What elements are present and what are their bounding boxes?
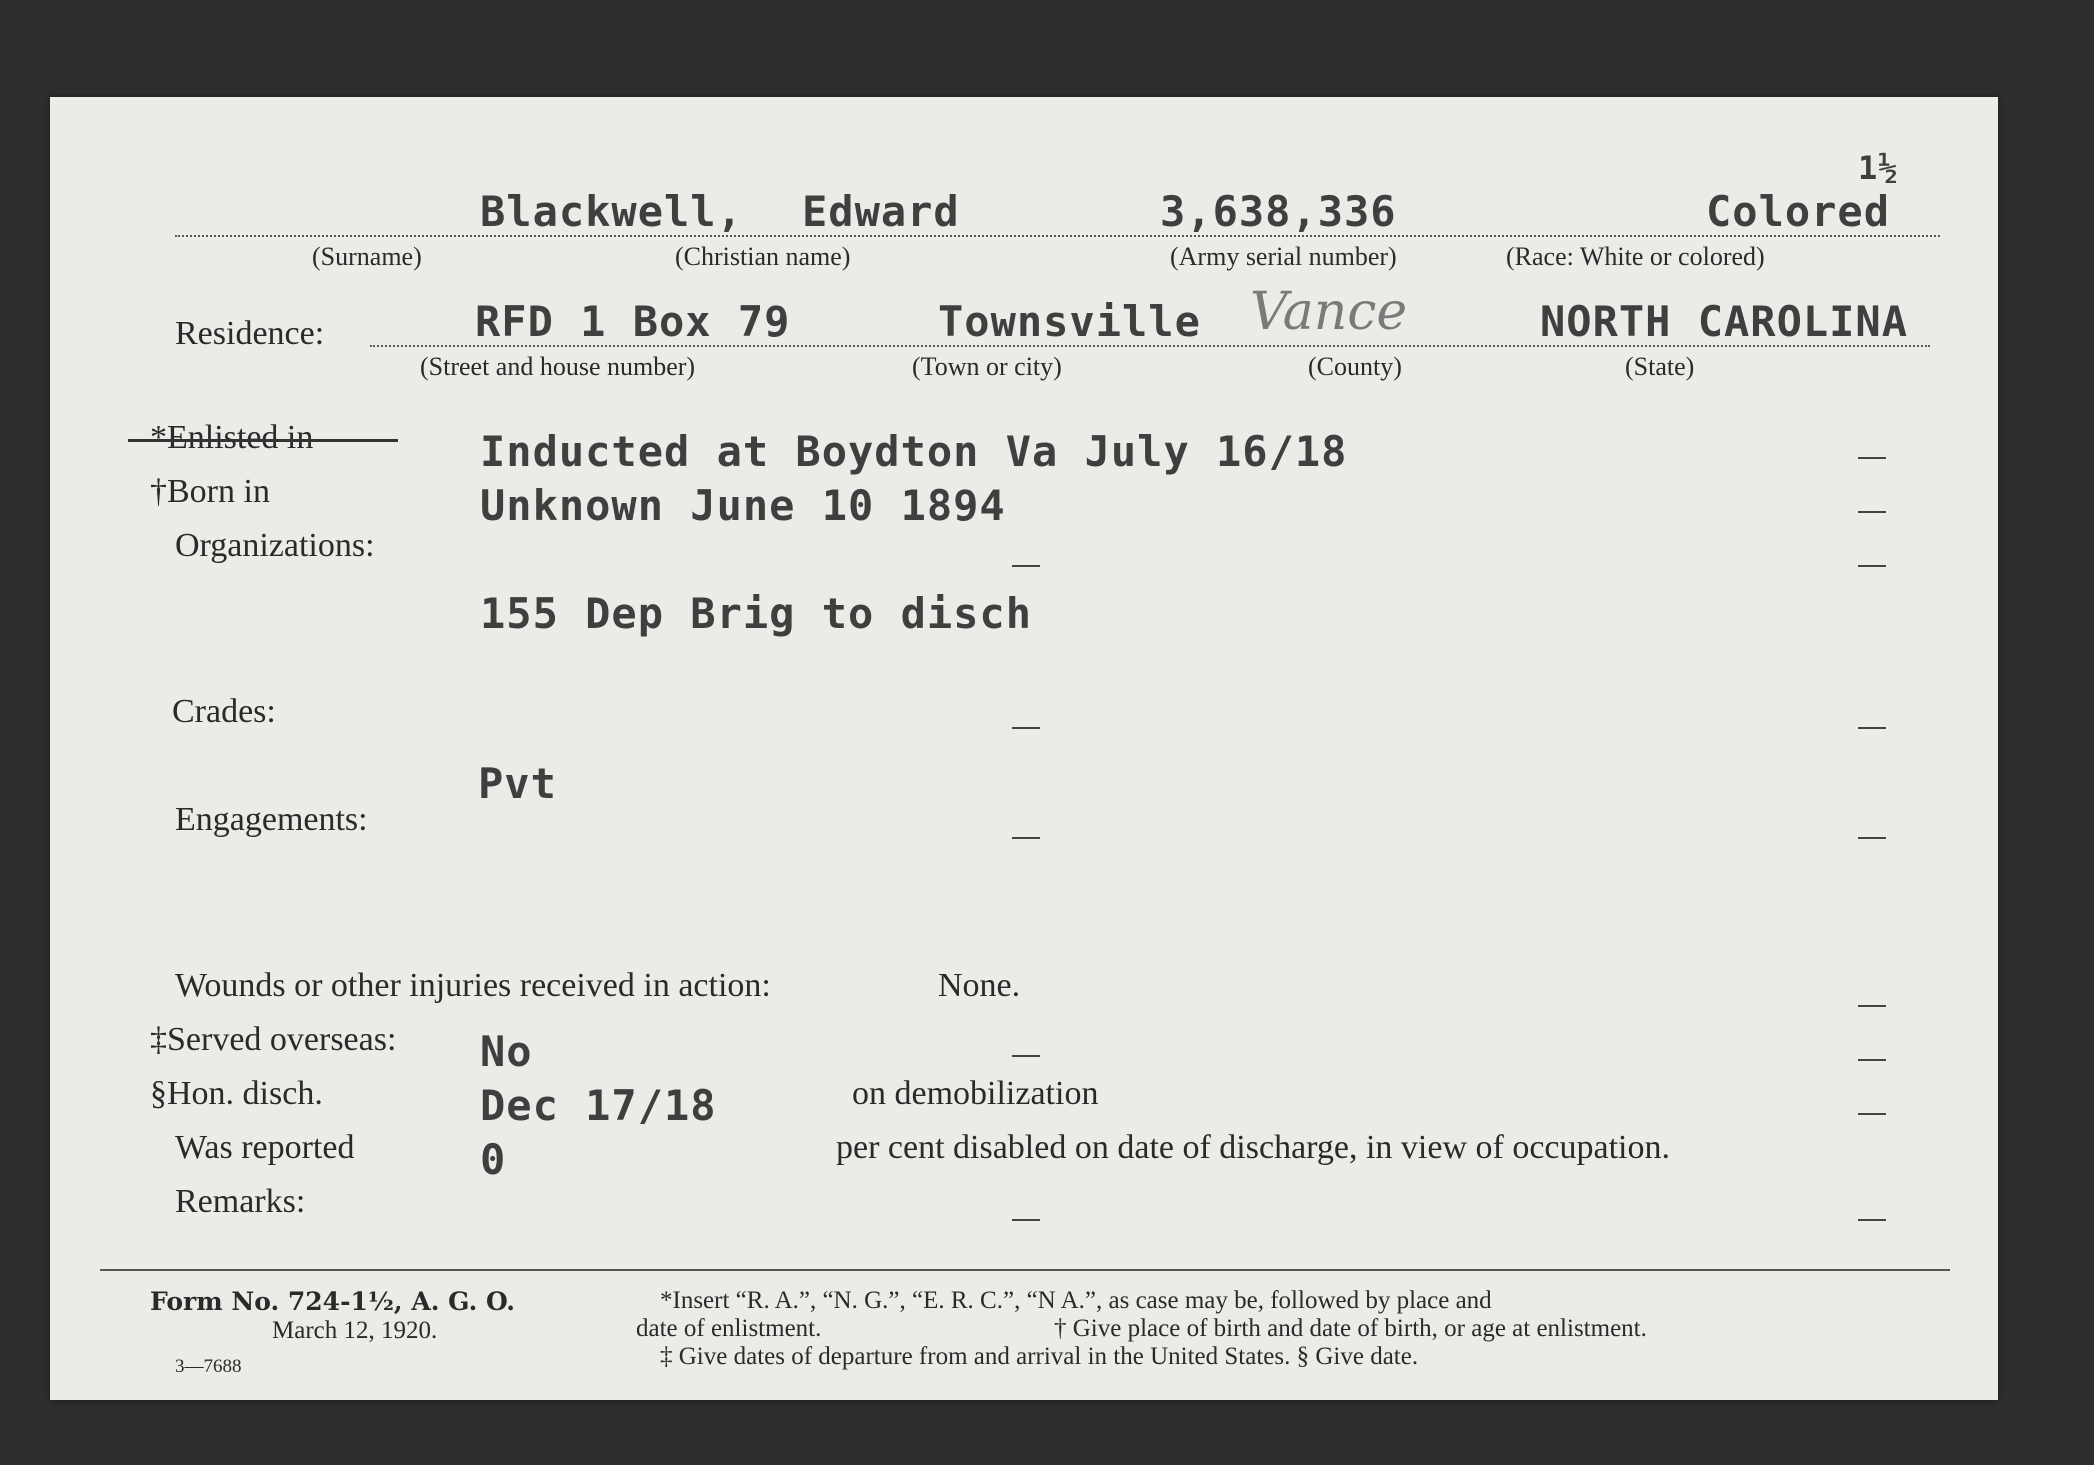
county-caption: (County) xyxy=(1308,352,1402,381)
christian-name-value: Edward xyxy=(802,187,960,236)
dash-marker xyxy=(1858,727,1886,729)
christian-caption: (Christian name) xyxy=(675,242,851,271)
fraction-mark: 1½ xyxy=(1858,149,1899,187)
dash-marker xyxy=(1012,565,1040,567)
footnote-line-2b: † Give place of birth and date of birth, or age at enlistment. xyxy=(1054,1315,1647,1342)
form-date: March 12, 1920. xyxy=(272,1317,438,1344)
hon-disch-label: §Hon. disch. xyxy=(150,1075,323,1112)
hon-disch-value: Dec 17/18 xyxy=(480,1081,717,1130)
enlisted-value: Inducted at Boydton Va July 16/18 xyxy=(480,427,1348,476)
wounds-value: None. xyxy=(938,967,1021,1004)
wounds-label: Wounds or other injuries received in action: xyxy=(175,967,771,1004)
enlisted-strikethrough xyxy=(128,439,398,442)
dash-marker xyxy=(1012,727,1040,729)
dash-marker xyxy=(1858,457,1886,459)
footnote-line-1: *Insert “R. A.”, “N. G.”, “E. R. C.”, “N A.”, as case may be, followed by place and xyxy=(660,1287,1492,1314)
residence-label: Residence: xyxy=(175,315,325,352)
organizations-value: 155 Dep Brig to disch xyxy=(480,589,1033,638)
street-caption: (Street and house number) xyxy=(420,352,696,381)
street-value: RFD 1 Box 79 xyxy=(475,297,791,346)
header-line xyxy=(175,235,1940,237)
service-record-card xyxy=(50,97,1998,1400)
footnote-line-3: ‡ Give dates of departure from and arrival in the United States. § Give date. xyxy=(660,1343,1419,1370)
dash-marker xyxy=(1012,1055,1040,1057)
engagements-label: Engagements: xyxy=(175,801,368,838)
reported-label: Was reported xyxy=(175,1129,355,1166)
state-caption: (State) xyxy=(1625,352,1695,381)
race-value: Colored xyxy=(1706,187,1891,236)
dash-marker xyxy=(1858,1005,1886,1007)
born-label: †Born in xyxy=(150,473,270,510)
dash-marker xyxy=(1858,1219,1886,1221)
race-caption: (Race: White or colored) xyxy=(1506,242,1765,271)
reported-note: per cent disabled on date of discharge, in view of occupation. xyxy=(836,1129,1670,1166)
dash-marker xyxy=(1858,565,1886,567)
print-code: 3—7688 xyxy=(175,1356,242,1377)
dash-marker xyxy=(1858,1113,1886,1115)
hon-disch-note: on demobilization xyxy=(852,1075,1099,1112)
state-value: NORTH CAROLINA xyxy=(1540,297,1909,346)
grades-value: Pvt xyxy=(478,759,557,808)
dash-marker xyxy=(1012,1219,1040,1221)
overseas-value: No xyxy=(480,1027,533,1076)
county-handwritten: Vance xyxy=(1250,282,1408,342)
surname-caption: (Surname) xyxy=(312,242,422,271)
town-caption: (Town or city) xyxy=(912,352,1062,381)
reported-value: 0 xyxy=(480,1135,507,1184)
organizations-label: Organizations: xyxy=(175,527,375,564)
dash-marker xyxy=(1858,1059,1886,1061)
dash-marker xyxy=(1858,837,1886,839)
grades-label: Crades: xyxy=(172,693,276,730)
footnote-line-2a: date of enlistment. xyxy=(636,1315,822,1342)
town-value: Townsville xyxy=(938,297,1201,346)
serial-number-value: 3,638,336 xyxy=(1160,187,1397,236)
remarks-label: Remarks: xyxy=(175,1183,306,1220)
form-number: Form No. 724-1½, A. G. O. xyxy=(150,1287,516,1316)
residence-line xyxy=(370,345,1930,347)
footer-rule xyxy=(100,1269,1950,1271)
enlisted-label: *Enlisted in xyxy=(150,419,314,456)
dash-marker xyxy=(1012,837,1040,839)
born-value: Unknown June 10 1894 xyxy=(480,481,1006,530)
serial-caption: (Army serial number) xyxy=(1170,242,1397,271)
overseas-label: ‡Served overseas: xyxy=(150,1021,397,1058)
surname-value: Blackwell, xyxy=(480,187,743,236)
dash-marker xyxy=(1858,511,1886,513)
